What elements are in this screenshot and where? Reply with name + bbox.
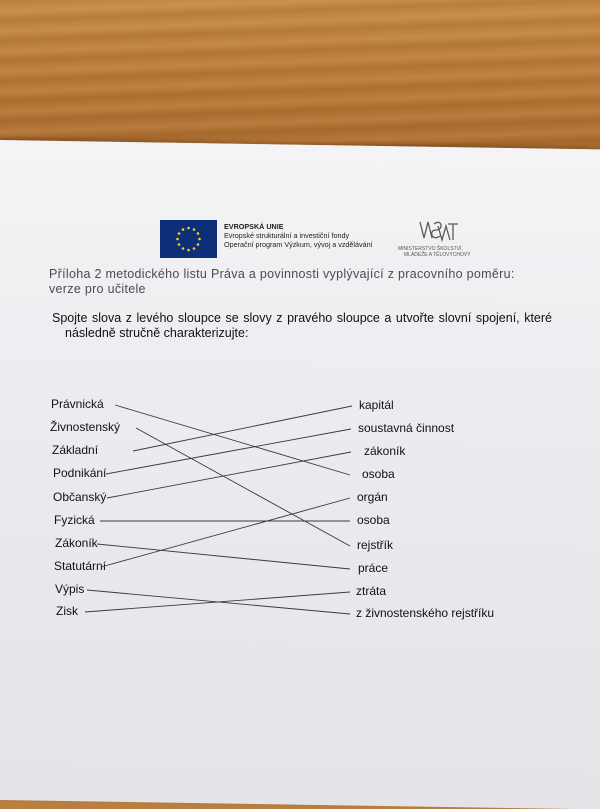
left-word-7: Zákoník [55,536,98,550]
left-word-5: Občanský [53,490,107,504]
right-word-9: ztráta [356,584,387,598]
right-word-5: orgán [357,490,388,504]
right-word-2: soustavná činnost [358,421,455,435]
eu-funds: Evropské strukturální a investiční fondy [224,231,350,240]
left-word-9: Výpis [55,582,85,596]
msmt-line-2: MLÁDEŽE A TĚLOVÝCHOVY [404,252,471,258]
right-word-10: z živnostenského rejstříku [356,606,495,620]
connection-line-1 [115,405,350,475]
right-word-8: práce [358,561,389,575]
eu-title: EVROPSKÁ UNIE [224,222,284,231]
connection-line-3 [133,406,352,451]
right-word-1: kapitál [359,398,394,412]
connection-line-10 [85,592,350,612]
left-word-8: Statutární [54,559,107,573]
left-word-6: Fyzická [54,513,95,527]
right-word-7: rejstřík [357,538,393,552]
heading-line-2: verze pro učitele [49,282,146,296]
connection-line-5 [107,452,351,498]
left-word-2: Živnostenský [50,420,121,434]
eu-program: Operační program Výzkum, vývoj a vzdělávání [224,240,373,249]
left-word-1: Právnická [51,397,104,411]
task-line-2: následně stručně charakterizujte: [65,326,249,340]
right-word-4: osoba [362,467,395,481]
right-word-6: osoba [357,513,390,527]
left-word-4: Podnikání [53,466,107,480]
connection-line-2 [136,428,350,546]
heading-line-1: Příloha 2 metodického listu Práva a povinnosti vyplývající z pracovního poměru: [49,267,515,281]
right-word-3: zákoník [364,444,406,458]
connection-line-7 [97,544,350,569]
task-line-1: Spojte slova z levého sloupce se slovy z pravého sloupce a utvořte slovní spojení, které [52,311,552,325]
msmt-line-1: MINISTERSTVO ŠKOLSTVÍ, [398,246,463,252]
left-word-10: Zisk [56,604,78,618]
left-word-3: Základní [52,443,99,457]
connection-line-4 [106,429,351,474]
